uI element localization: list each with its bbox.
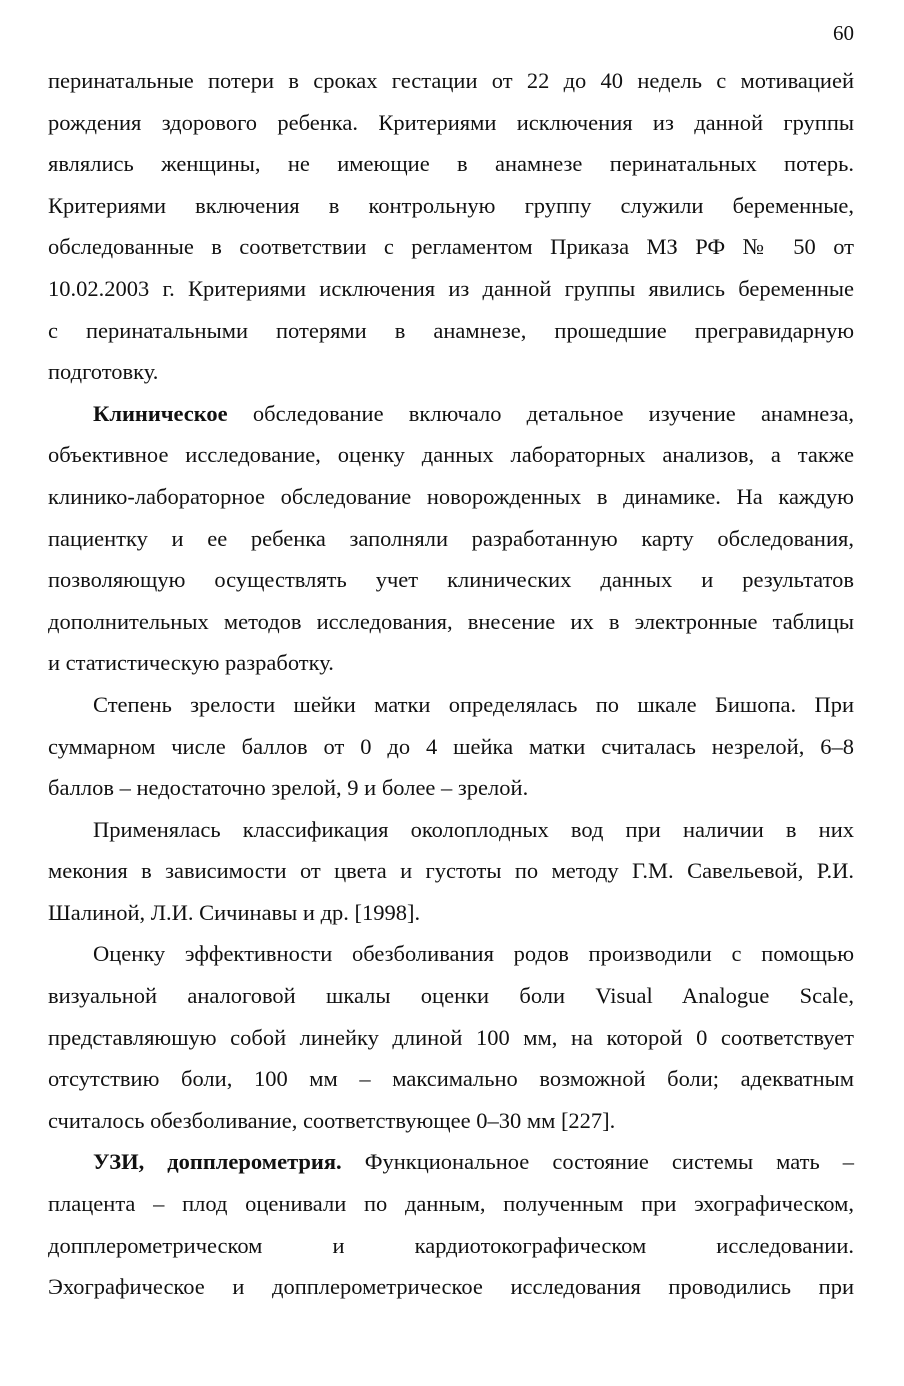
- text-line: Оценку эффективности обезболивания родов производили с помощью: [93, 941, 854, 967]
- text-line: Эхографическое и допплерометрическое исследования проводились при: [48, 1274, 854, 1300]
- bold-lead: Клиническое: [93, 400, 228, 426]
- document-page: [48, 18, 854, 1308]
- paragraph-amniotic-fluid: [48, 809, 854, 934]
- text-line: дополнительных методов исследования, внесение их в электронные таблицы: [48, 608, 854, 634]
- bold-lead: УЗИ, допплерометрия.: [93, 1149, 342, 1175]
- text-line: плацента – плод оценивали по данным, полученным при эхографическом,: [48, 1191, 854, 1217]
- paragraph-bishop-scale: [48, 684, 854, 809]
- text-line: отсутствию боли, 100 мм – максимально возможной боли; адекватным: [48, 1066, 854, 1092]
- text-line: Клиническое обследование включало детальное изучение анамнеза,: [93, 400, 854, 426]
- paragraph-clinical-exam: [48, 393, 854, 684]
- text-line: Степень зрелости шейки матки определялась по шкале Бишопа. При: [93, 691, 854, 717]
- paragraph-ultrasound: [48, 1141, 854, 1307]
- text-line: визуальной аналоговой шкалы оценки боли Visual Analogue Scale,: [48, 983, 854, 1009]
- page-number: 60: [833, 21, 854, 45]
- text-line: Шалиной, Л.И. Сичинавы и др. [1998].: [48, 899, 421, 925]
- text-line: представляюшую собой линейку длиной 100 мм, на которой 0 соответствует: [48, 1024, 854, 1050]
- text-line: Критериями включения в контрольную группу служили беременные,: [48, 192, 854, 218]
- text-line: позволяющую осуществлять учет клинических данных и результатов: [48, 567, 854, 593]
- text-line: мекония в зависимости от цвета и густоты по методу Г.М. Савельевой, Р.И.: [48, 858, 854, 884]
- text-line: объективное исследование, оценку данных лабораторных анализов, а также: [48, 442, 854, 468]
- text-line: рождения здорового ребенка. Критериями исключения из данной группы: [48, 109, 854, 135]
- text-line: допплерометрическом и кардиотокографическом исследовании.: [48, 1232, 854, 1258]
- text-line: пациентку и ее ребенка заполняли разработанную карту обследования,: [48, 525, 854, 551]
- text-line: клинико-лабораторное обследование новорожденных в динамике. На каждую: [48, 483, 854, 509]
- text-line: обследованные в соответствии с регламентом Приказа МЗ РФ № 50 от: [48, 234, 854, 260]
- text-line: Применялась классификация околоплодных вод при наличии в них: [93, 816, 854, 842]
- paragraph-pain-scale: [48, 933, 854, 1141]
- text-line: считалось обезболивание, соответствующее 0–30 мм [227].: [48, 1107, 616, 1133]
- text-line: перинатальные потери в сроках гестации от 22 до 40 недель с мотивацией: [48, 68, 854, 93]
- text-line: и статистическую разработку.: [48, 650, 334, 676]
- text-line: с перинатальными потерями в анамнезе, прошедшие прегравидарную: [48, 317, 854, 343]
- text-line: УЗИ, допплерометрия. Функциональное состояние системы мать –: [93, 1149, 854, 1175]
- text-line: являлись женщины, не имеющие в анамнезе перинатальных потерь.: [48, 151, 854, 177]
- text-line: суммарном числе баллов от 0 до 4 шейка матки считалась незрелой, 6–8: [48, 733, 854, 759]
- paragraph-inclusion-criteria: [48, 60, 854, 393]
- text-line: подготовку.: [48, 359, 159, 385]
- text-line: 10.02.2003 г. Критериями исключения из данной группы явились беременные: [48, 275, 854, 301]
- text-line: баллов – недостаточно зрелой, 9 и более – зрелой.: [48, 775, 529, 801]
